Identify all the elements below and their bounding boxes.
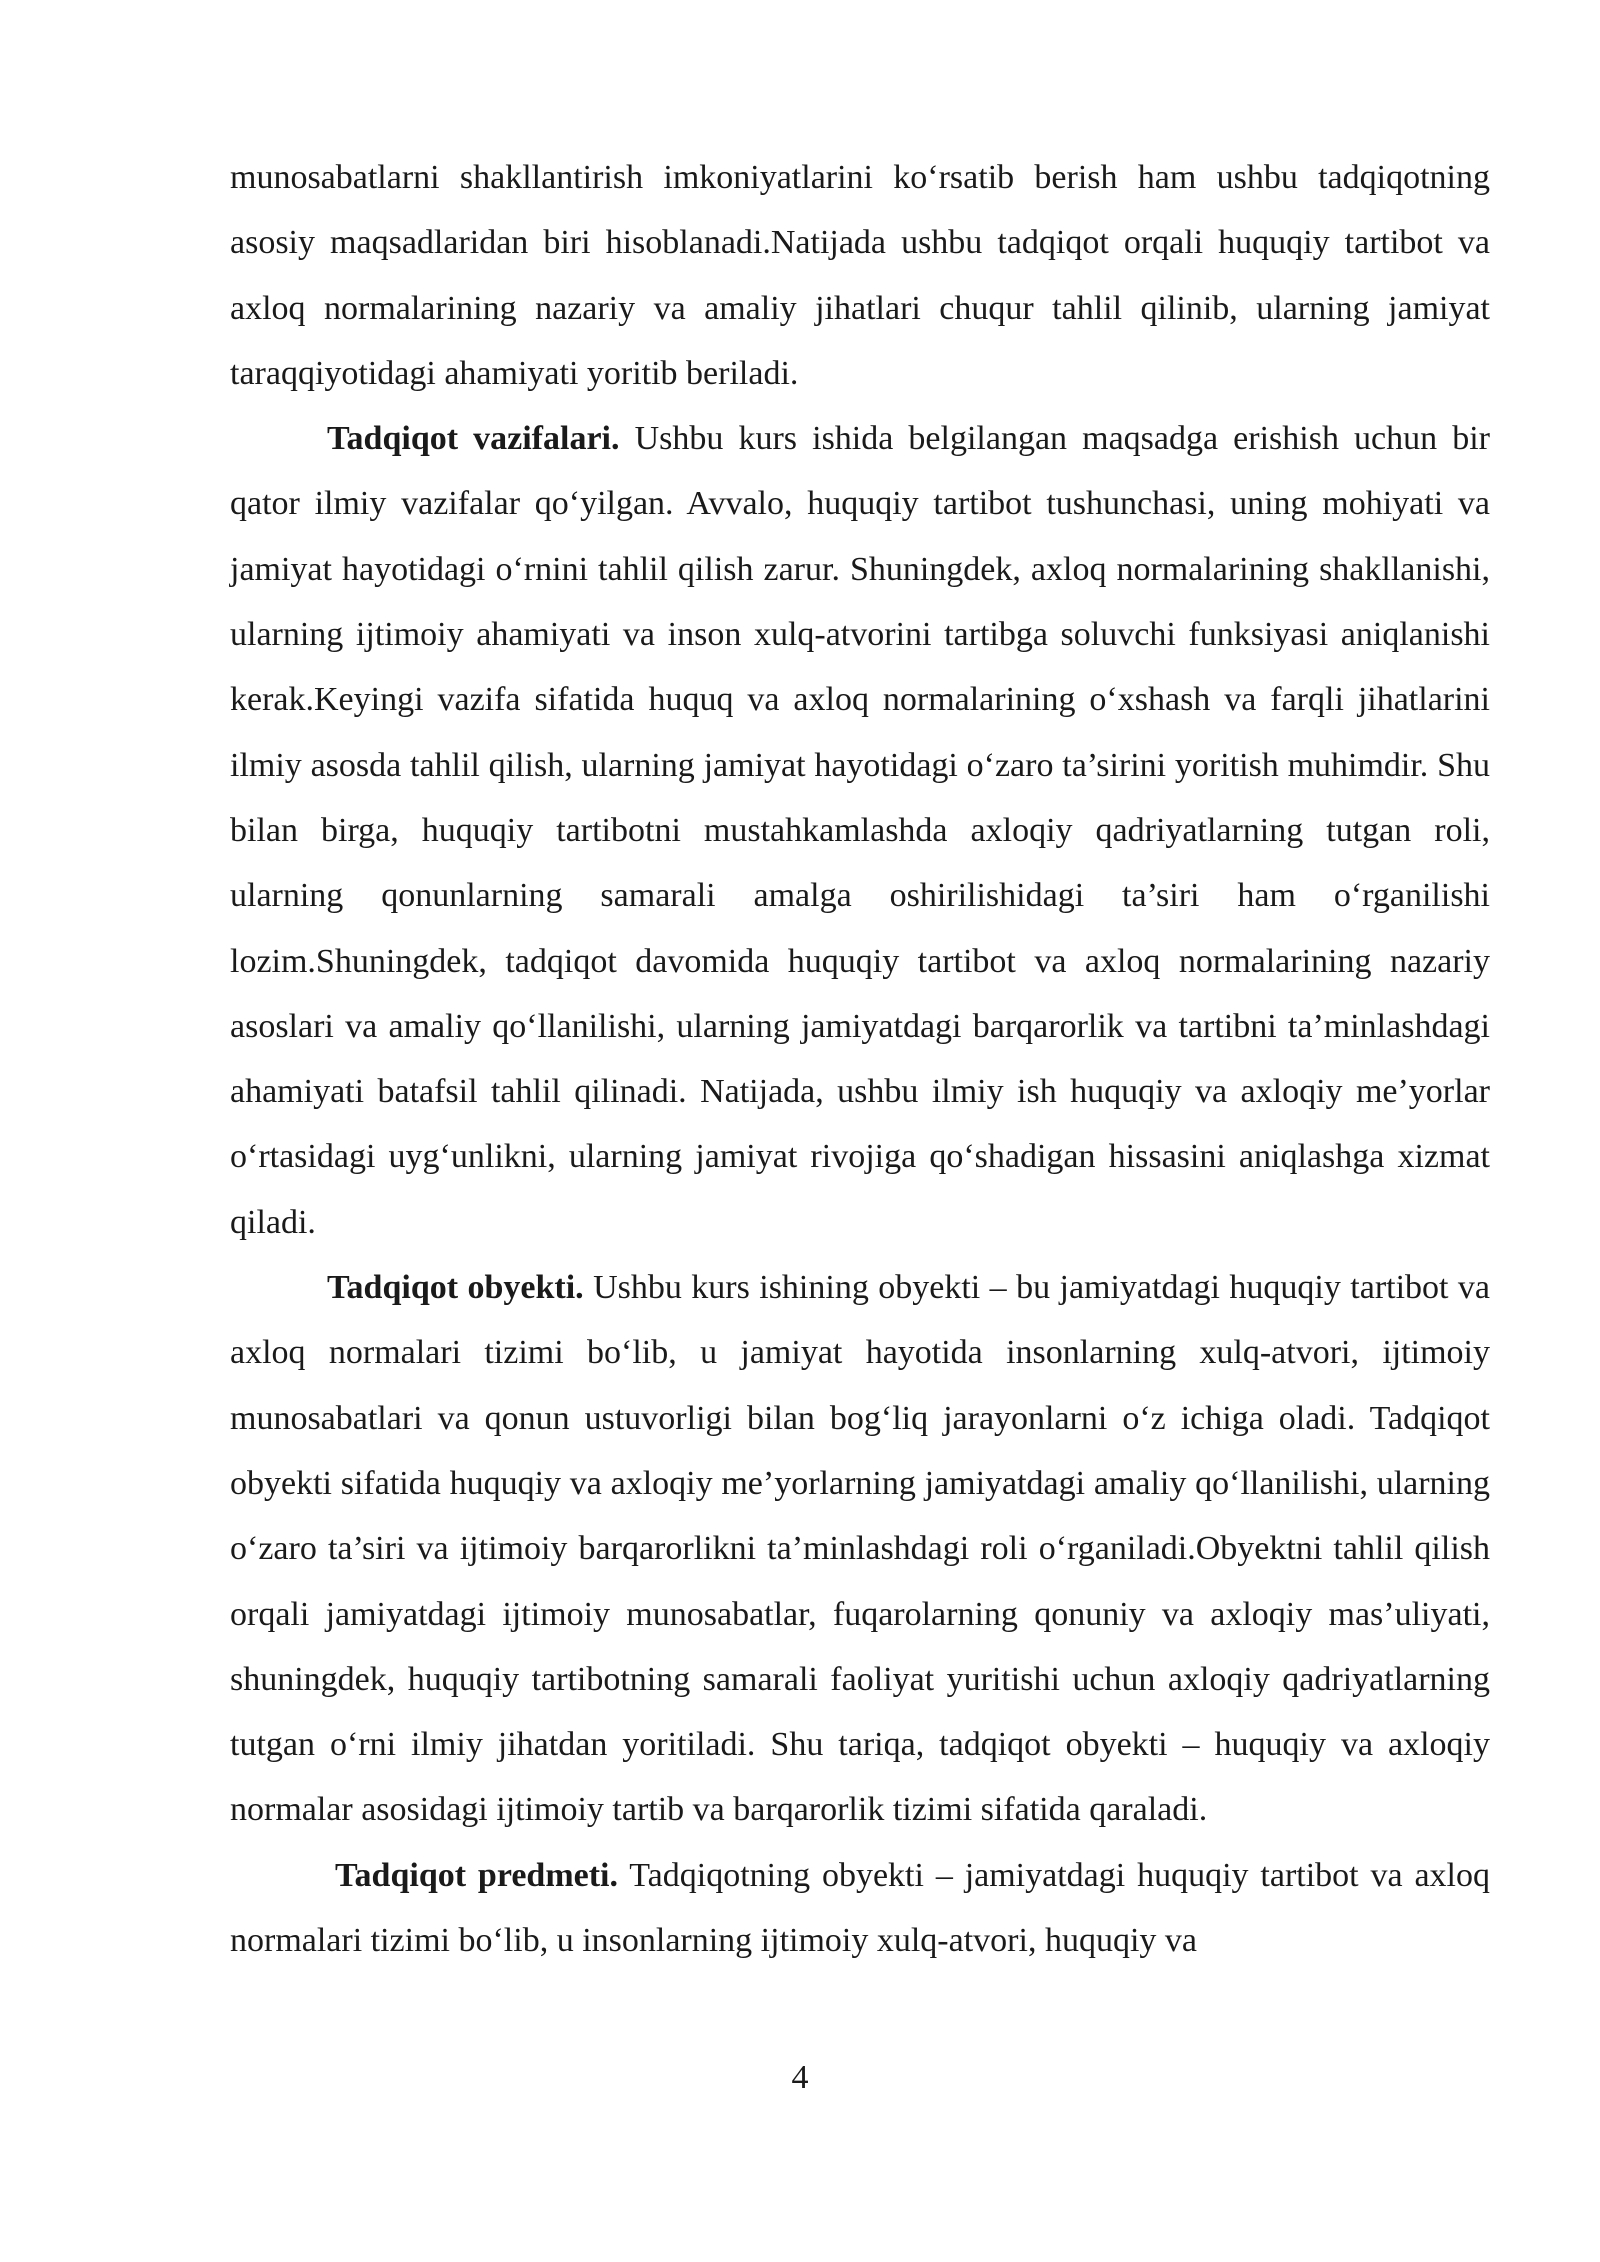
paragraph-research-subject [230, 1843, 1490, 1974]
paragraph-text: Ushbu kurs ishining obyekti – bu jamiyatdagi huquqiy tartibot va axloq normalari tizimi bo‘lib, u jamiyat hayotida insonlarning xulq-atvori, ijtimoiy munosabatlari va qonun ustuvorligi bilan bog‘liq jarayonlarni o‘z ichiga oladi. Tadqiqot obyekti sifatida huquqiy va axloqiy me’yorlarning jamiyatdagi amaliy qo‘llanilishi, ularning o‘zaro ta’siri va ijtimoiy barqarorlikni ta’minlashdagi roli o‘rganiladi.Obyektni tahlil qilish orqali jamiyatdagi ijtimoiy munosabatlar, fuqarolarning qonuniy va axloqiy mas’uliyati, shuningdek, huquqiy tartibotning samarali faoliyat yuritishi uchun axloqiy qadriyatlarning tutgan o‘rni ilmiy jihatdan yoritiladi. Shu tariqa, tadqiqot obyekti – huquqiy va axloqiy normalar asosidagi ijtimoiy tartib va barqarorlik tizimi sifatida qaraladi. [230, 1269, 1490, 1829]
paragraph-intro-continuation [230, 145, 1490, 406]
section-heading-research-object: Tadqiqot obyekti. [327, 1269, 584, 1307]
section-heading-research-tasks: Tadqiqot vazifalari. [327, 420, 620, 458]
paragraph-text: Ushbu kurs ishida belgilangan maqsadga erishish uchun bir qator ilmiy vazifalar qo‘yilgan. Avvalo, huquqiy tartibot tushunchasi, uning mohiyati va jamiyat hayotidagi o‘rnini tahlil qilish zarur. Shuningdek, axloq normalarining shakllanishi, ularning ijtimoiy ahamiyati va inson xulq-atvorini tartibga soluvchi funksiyasi aniqlanishi kerak.Keyingi vazifa sifatida huquq va axloq normalarining o‘xshash va farqli jihatlarini ilmiy asosda tahlil qilish, ularning jamiyat hayotidagi o‘zaro ta’sirini yoritish muhimdir. Shu bilan birga, huquqiy tartibotni mustahkamlashda axloqiy qadriyatlarning tutgan roli, ularning qonunlarning samarali amalga oshirilishidagi ta’siri ham o‘rganilishi lozim.Shuningdek, tadqiqot davomida huquqiy tartibot va axloq normalarining nazariy asoslari va amaliy qo‘llanilishi, ularning jamiyatdagi barqarorlik va tartibni ta’minlashdagi ahamiyati batafsil tahlil qilinadi. Natijada, ushbu ilmiy ish huquqiy va axloqiy me’yorlar o‘rtasidagi uyg‘unlikni, ularning jamiyat rivojiga qo‘shadigan hissasini aniqlashga xizmat qiladi. [230, 420, 1490, 1241]
paragraph-text: munosabatlarni shakllantirish imkoniyatlarini ko‘rsatib berish ham ushbu tadqiqotning asosiy maqsadlaridan biri hisoblanadi.Natijada ushbu tadqiqot orqali huquqiy tartibot va axloq normalarining nazariy va amaliy jihatlari chuqur tahlil qilinib, ularning jamiyat taraqqiyotidagi ahamiyati yoritib beriladi. [230, 159, 1490, 392]
section-heading-research-subject: Tadqiqot predmeti. [335, 1856, 618, 1894]
paragraph-research-object [230, 1255, 1490, 1843]
page-body [230, 145, 1490, 1973]
page-number: 4 [791, 2059, 809, 2096]
paragraph-text: Tadqiqotning obyekti – jamiyatdagi huquqiy tartibot va axloq normalari tizimi bo‘lib, u insonlarning ijtimoiy xulq-atvori, huquqiy va [230, 1856, 1490, 1960]
paragraph-research-tasks [230, 406, 1490, 1255]
